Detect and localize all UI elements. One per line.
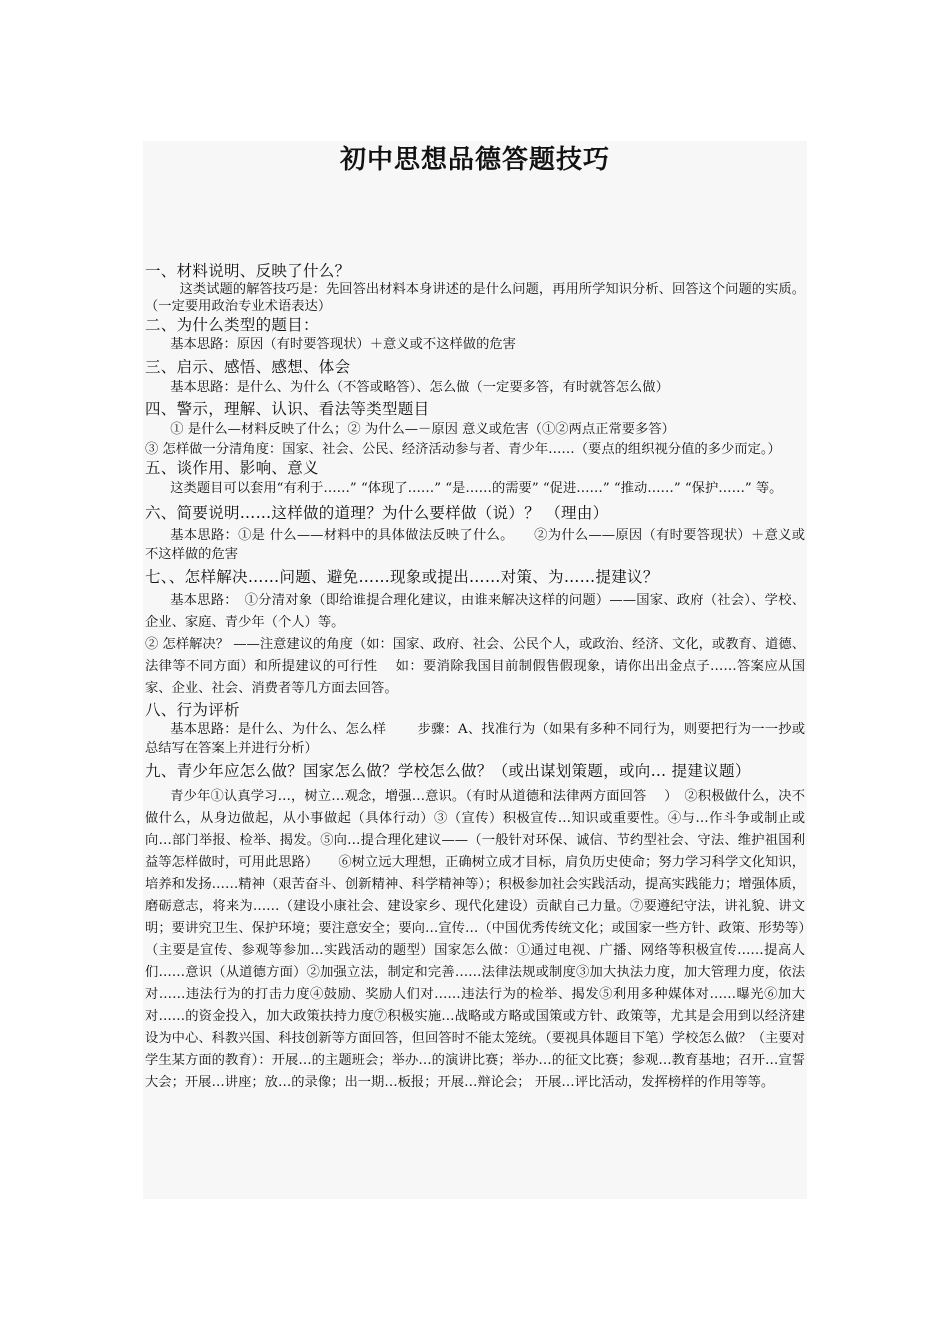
section-heading: 九、青少年应怎么做？国家怎么做？学校怎么做？（或出谋划策题，或向… 提建议题） xyxy=(145,762,751,780)
section-paragraph: 基本思路：原因（有时要答现状）＋意义或不这样做的危害 xyxy=(170,337,516,352)
section-7 xyxy=(145,567,805,700)
section-heading: 三、启示、感悟、感想、体会 xyxy=(145,358,351,376)
section-heading: 八、行为评析 xyxy=(145,701,240,719)
section-2 xyxy=(145,315,805,354)
section-paragraph: 这类题目可以套用“有利于……” “体现了……” “是……的需要” “促进……” “推动……” “保护……” 等。 xyxy=(170,481,783,496)
section-paragraph: 青少年①认真学习…，树立…观念，增强…意识。（有时从道德和法律两方面回答 ） ②积极做什么，决不做什么，从身边做起，从小事做起（具体行动）③（宣传）积极宣传…知识或重要性。④与…作斗争或制止或向…部门举报、检举、揭发。⑤向…提合理化建议——（一般针对环保、诚信、节约型社会、守法、维护祖国利益等怎样做时，可用此思路） ⑥树立远大理想，正确树立成才目标，肩负历史使命；努力学习科学文化知识，培养和发扬……精神（艰苦奋斗、创新精神、科学精神等）；积极参加社会实践活动，提高实践能力；增强体质，磨砺意志，将来为……（建设小康社会、建设家乡、现代化建设）贡献自己力量。⑦要遵纪守法，讲礼貌、讲文明；要讲究卫生、保护环境；要注意安全；要向…宣传…（中国优秀传统文化；或国家一些方针、政策、形势等）（主要是宣传、参观等参加…实践活动的题型）国家怎么做：①通过电视、广播、网络等积极宣传……提高人们……意识（从道德方面）②加强立法，制定和完善……法律法规或制度③加大执法力度，加大管理力度，依法对……违法行为的打击力度④鼓励、奖励人们对……违法行为的检举、揭发⑤利用多种媒体对……曝光⑥加大对……的资金投入，加大政策扶持力度⑦积极实施…战略或方略或国策或方针、政策等，尤其是会用到以经济建设为中心、科教兴国、科技创新等方面回答，但回答时不能太笼统。（要视具体题目下笔）学校怎么做？（主要对学生某方面的教育）：开展…的主题班会；举办…的演讲比赛；举办…的征文比赛；参观…教育基地；召开…宣誓大会；开展…讲座；放…的录像；出一期…板报；开展…辩论会； 开展…评比活动，发挥榜样的作用等等。 xyxy=(145,789,805,1090)
spacer xyxy=(145,237,805,261)
section-heading: 一、材料说明、反映了什么？ xyxy=(145,262,351,280)
section-heading: 七、、怎样解决……问题、避免……现象或提出……对策、为……提建议？ xyxy=(145,568,659,586)
section-paragraph: 基本思路：①是 什么——材料中的具体做法反映了什么。 ②为什么——原因（有时要答现状）＋意义或不这样做的危害 xyxy=(145,528,805,562)
section-heading: 六、简要说明……这样做的道理？为什么要样做（说）？ （理由） xyxy=(145,504,609,522)
section-4 xyxy=(145,399,805,458)
section-heading: 五、谈作用、影响、意义 xyxy=(145,459,319,477)
section-6 xyxy=(145,503,805,564)
section-8 xyxy=(145,700,805,758)
section-3 xyxy=(145,357,805,399)
document-page xyxy=(143,141,807,1199)
section-1 xyxy=(145,261,805,315)
section-paragraph: 基本思路：是什么、为什么（不答或略答）、怎么做（一定要多答，有时就答怎么做） xyxy=(170,380,669,395)
section-paragraph: ① 是什么—材料反映了什么；② 为什么—－原因 意义或危害（①②两点正常要多答） xyxy=(170,422,675,437)
section-paragraph: 这类试题的解答技巧是：先回答出材料本身讲述的是什么问题，再用所学知识分析、回答这个问题的实质。（一定要用政治专业术语表达） xyxy=(145,282,805,314)
page-title: 初中思想品德答题技巧 xyxy=(339,145,610,175)
section-5 xyxy=(145,458,805,500)
section-paragraph: ② 怎样解决？ ——注意建议的角度（如：国家、政府、社会、公民个人，或政治、经济、文化，或教育、道德、法律等不同方面）和所提建议的可行性 如：要消除我国目前制假售假现象，请你出出金点子……答案应从国家、企业、社会、消费者等几方面去回答。 xyxy=(145,637,805,696)
section-heading: 二、为什么类型的题目： xyxy=(145,316,319,334)
section-9 xyxy=(145,761,805,1094)
section-paragraph: 基本思路： ①分清对象（即给谁提合理化建议，由谁来解决这样的问题）——国家、政府（社会）、学校、企业、家庭、青少年（个人）等。 xyxy=(145,593,805,630)
section-paragraph: 基本思路：是什么、为什么、怎么样 步骤：A、找准行为（如果有多种不同行为，则要把行为一一抄或总结写在答案上并进行分析） xyxy=(145,722,805,756)
section-paragraph: ③ 怎样做一分清角度：国家、社会、公民、经济活动参与者、青少年……（要点的组织视分值的多少而定。） xyxy=(145,442,781,457)
section-heading: 四、警示，理解、认识、看法等类型题目 xyxy=(145,400,430,418)
